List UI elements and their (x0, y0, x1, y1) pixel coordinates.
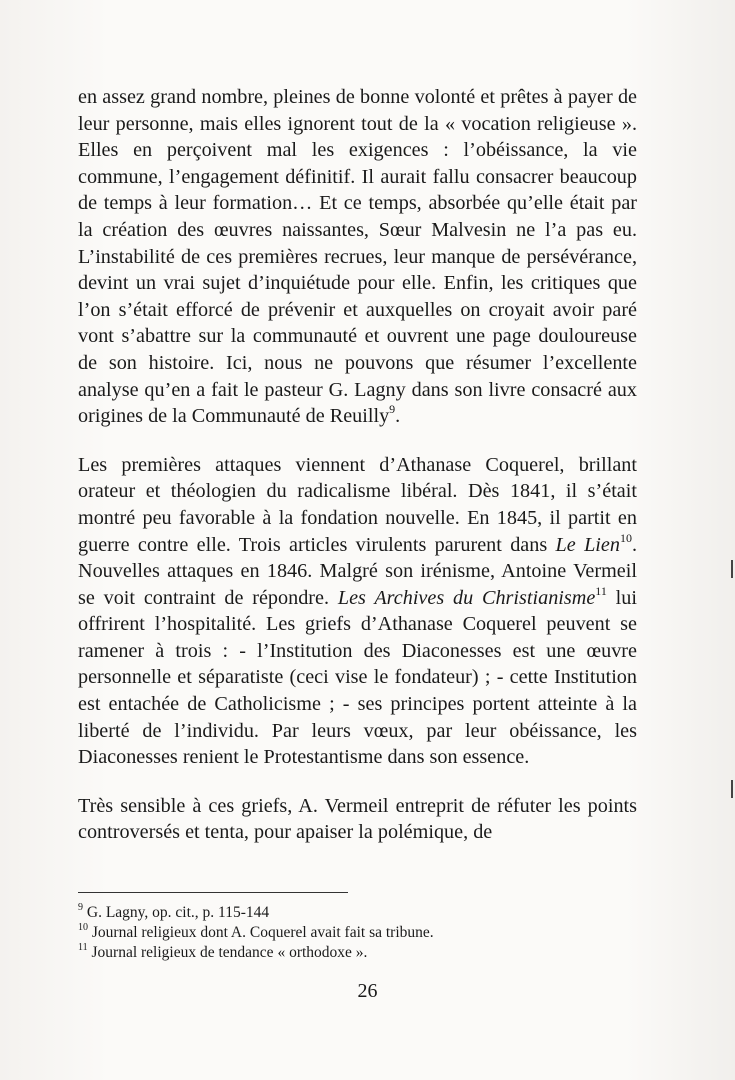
paragraph-3-text: Très sensible à ces griefs, A. Vermeil entreprit de réfuter les points controversés et tenta, pour apaiser la polémique, de (78, 794, 637, 844)
footnote-11 (78, 943, 637, 963)
footnote-text: G. Lagny, op. cit., p. 115-144 (83, 904, 270, 921)
footnote-number: 11 (78, 941, 88, 953)
paragraph-1 (78, 84, 637, 430)
paragraph-2-text-b: . Nouvelles attaques en 1846. Malgré son irénisme, Antoine Vermeil se voit contraint de répondre. (78, 533, 638, 609)
margin-mark (731, 780, 733, 798)
footnote-ref-11: 11 (595, 583, 607, 598)
paragraph-2-text-c: lui offrirent l’hospitalité. Les griefs d’Athanase Coquerel peuvent se ramener à trois : - l’Institution des Diaconesses est une œuvre personnelle et séparatiste (ceci vise le fondateur) ; - cette Institution est entachée de Catholicisme ; - ses principes portent atteinte à la liberté de l’individu. Par leurs vœux, par leur obéissance, les Diaconesses renient le Protestantisme dans son essence. (78, 586, 637, 769)
footnote-9 (78, 903, 637, 923)
footnote-number: 9 (78, 901, 83, 913)
footnote-divider (78, 892, 348, 893)
page-number: 26 (357, 980, 378, 1002)
footnote-number: 10 (78, 921, 88, 933)
footnote-ref-9: 9 (389, 402, 396, 417)
paragraph-1-text: en assez grand nombre, pleines de bonne volonté et prêtes à payer de leur personne, mais elles ignorent tout de la « vocation religieuse ». Elles en perçoivent mal les exigences : l’obéissance, la vie commune, l’engagement définitif. Il aurait fallu consacrer beaucoup de temps à leur formation… Et ce temps, absorbée qu’elle était par la création des œuvres naissantes, Sœur Malvesin ne l’a pas eu. L’instabilité de ces premières recrues, leur manque de persévérance, devint un vrai sujet d’inquiétude pour elle. Enfin, les critiques que l’on s’était efforcé de prévenir et auxquelles on croyait avoir paré vont s’abattre sur la communauté et ouvrent une page douloureuse de son histoire. Ici, nous ne pouvons que résumer l’excellente analyse qu’en a fait le pasteur G. Lagny dans son livre consacré aux origines de la Communauté de Reuilly (78, 86, 637, 428)
title-archives-christianisme: Les Archives du Christianisme (337, 586, 596, 609)
footnote-ref-10: 10 (619, 530, 632, 545)
footnote-10 (78, 923, 637, 943)
margin-mark (731, 560, 733, 578)
title-le-lien: Le Lien (555, 533, 620, 556)
paragraph-1-end: . (395, 405, 401, 428)
footnote-text: Journal religieux de tendance « orthodoxe ». (87, 944, 368, 961)
body-text (78, 84, 637, 868)
paragraph-3 (78, 793, 637, 846)
footnote-text: Journal religieux dont A. Coquerel avait fait sa tribune. (88, 924, 434, 941)
paragraph-2-text-a: Les premières attaques viennent d’Athanase Coquerel, brillant orateur et théologien du radicalisme libéral. Dès 1841, il s’était montré peu favorable à la fondation nouvelle. En 1845, il partit en guerre contre elle. Trois articles virulents parurent dans (78, 453, 637, 556)
footnotes (78, 903, 637, 963)
paragraph-2 (78, 452, 637, 771)
